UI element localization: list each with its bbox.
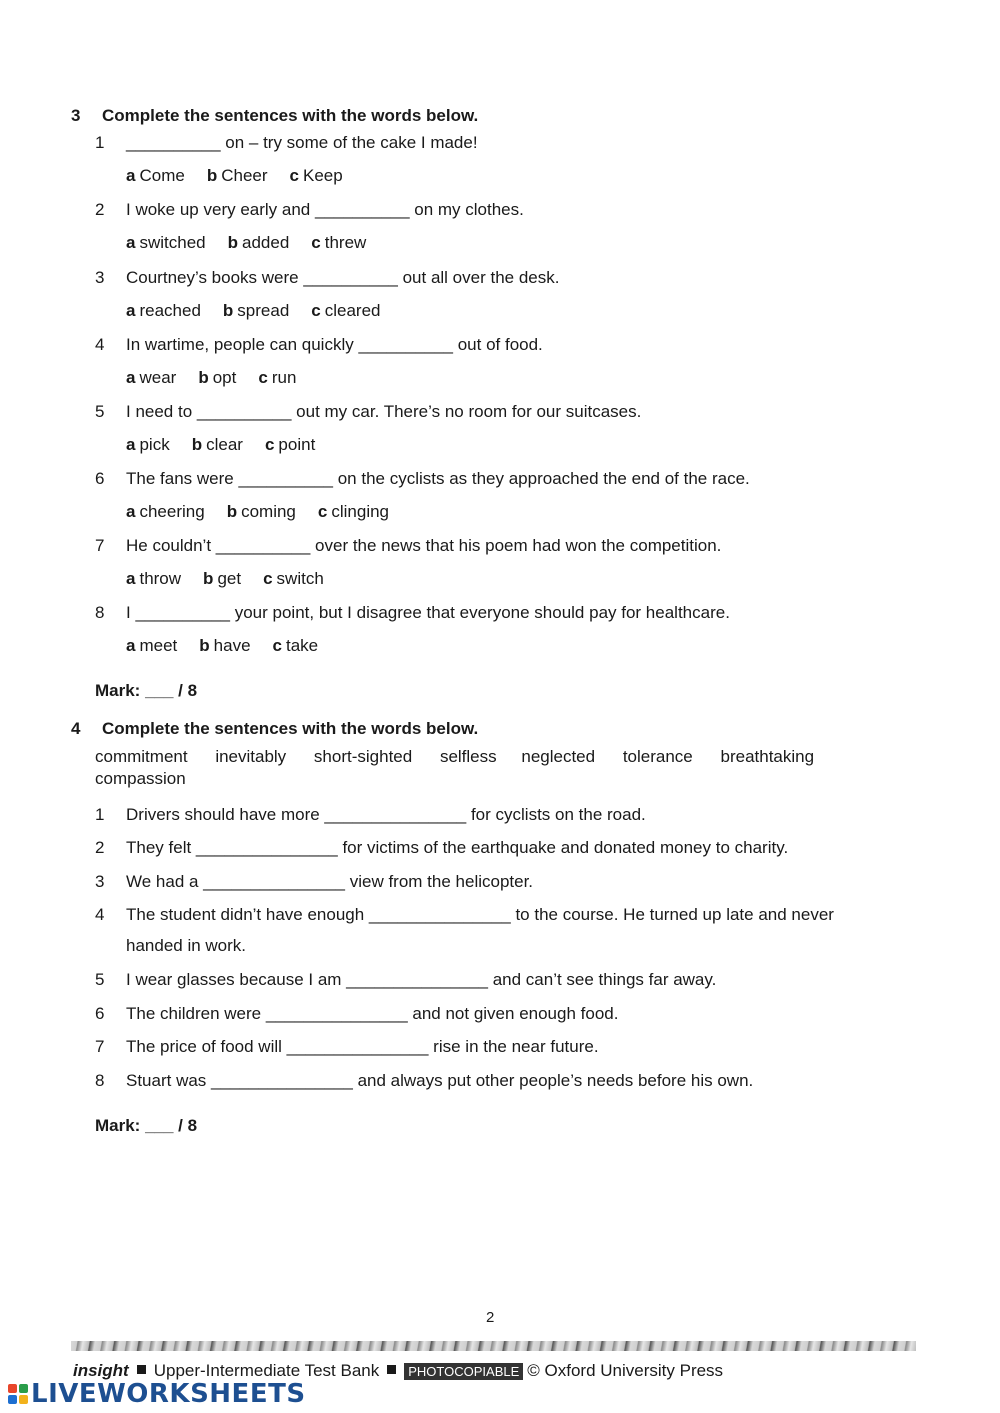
answer-options [126, 301, 403, 321]
option-letter: b [203, 569, 214, 588]
answer-option[interactable] [126, 233, 206, 253]
question-number: 5 [95, 402, 105, 421]
option-word: cheering [139, 502, 205, 521]
answer-option[interactable] [311, 301, 380, 321]
question-text: The children were _______________ and not given enough food. [126, 1004, 619, 1023]
option-letter: b [199, 636, 210, 655]
answer-option[interactable] [192, 435, 243, 455]
question-number: 3 [95, 268, 105, 287]
liveworksheets-logo-icon [8, 1384, 28, 1404]
option-word: clear [206, 435, 243, 454]
question-text: __________ on – try some of the cake I made! [126, 133, 478, 152]
option-letter: c [311, 301, 321, 320]
section-3-heading: 3 Complete the sentences with the words below. [71, 106, 479, 125]
word-bank-item: short-sighted [313, 747, 413, 766]
answer-options [126, 368, 318, 388]
question-number: 6 [95, 1004, 105, 1023]
question-number: 1 [95, 133, 105, 152]
word-bank-line-2: compassion [95, 769, 186, 788]
option-letter: c [311, 233, 321, 252]
footer-publisher: © Oxford University Press [527, 1361, 724, 1380]
question-text: I __________ your point, but I disagree that everyone should pay for healthcare. [126, 603, 730, 622]
answer-option[interactable] [207, 166, 268, 186]
answer-options [126, 166, 365, 186]
answer-option[interactable] [199, 636, 250, 656]
answer-option[interactable] [198, 368, 236, 388]
option-word: switch [276, 569, 324, 588]
question-text: They felt _______________ for victims of the earthquake and donated money to charity. [126, 838, 789, 857]
section-4-heading: 4 Complete the sentences with the words below. [71, 719, 479, 738]
question-text: I woke up very early and __________ on my clothes. [126, 200, 524, 219]
option-letter: a [126, 301, 136, 320]
option-letter: c [258, 368, 268, 387]
option-letter: a [126, 166, 136, 185]
question-text: The fans were __________ on the cyclists as they approached the end of the race. [126, 469, 750, 488]
option-word: meet [139, 636, 178, 655]
question-text: I wear glasses because I am _______________ and can’t see things far away. [126, 970, 717, 989]
answer-option[interactable] [258, 368, 296, 388]
question-number: 2 [95, 200, 105, 219]
option-word: opt [212, 368, 237, 387]
answer-option[interactable] [126, 368, 176, 388]
question-text-continued: handed in work. [126, 936, 247, 955]
answer-option[interactable] [318, 502, 389, 522]
option-word: Come [139, 166, 185, 185]
answer-option[interactable] [290, 166, 343, 186]
option-letter: c [317, 502, 328, 521]
option-letter: b [206, 166, 218, 185]
option-letter: b [191, 435, 203, 454]
question-number: 3 [95, 872, 105, 891]
option-letter: a [126, 435, 136, 454]
word-bank-item: commitment [95, 747, 188, 766]
option-word: coming [241, 502, 296, 521]
option-word: get [217, 569, 242, 588]
answer-option[interactable] [273, 636, 319, 656]
option-letter: a [126, 569, 136, 588]
footer-brand: insight [73, 1361, 129, 1380]
section-3-mark: Mark: ___ / 8 [95, 681, 198, 700]
question-text: The student didn’t have enough _______________ to the course. He turned up late and never [126, 905, 834, 924]
option-letter: b [222, 301, 234, 320]
option-letter: b [226, 502, 238, 521]
option-letter: c [289, 166, 299, 185]
word-bank-item: neglected [521, 747, 596, 766]
answer-option[interactable] [311, 233, 366, 253]
page-number: 2 [486, 1309, 495, 1326]
question-number: 6 [95, 469, 105, 488]
option-letter: b [198, 368, 209, 387]
answer-option[interactable] [126, 435, 170, 455]
answer-option[interactable] [126, 636, 177, 656]
word-bank-item: breathtaking [720, 747, 815, 766]
option-letter: c [272, 636, 282, 655]
option-letter: c [264, 435, 275, 454]
question-text: The price of food will _______________ rise in the near future. [126, 1037, 599, 1056]
question-text: In wartime, people can quickly __________ out of food. [126, 335, 543, 354]
answer-options [126, 502, 411, 522]
footer-series: Upper-Intermediate Test Bank [153, 1361, 380, 1380]
question-text: Drivers should have more _______________ for cyclists on the road. [126, 805, 646, 824]
answer-option[interactable] [126, 569, 181, 589]
question-number: 7 [95, 1037, 105, 1056]
answer-option[interactable] [265, 435, 315, 455]
word-bank-item: tolerance [622, 747, 693, 766]
option-word: Keep [303, 166, 343, 185]
word-bank-item: selfless [439, 747, 497, 766]
answer-options [126, 233, 388, 253]
option-letter: a [126, 233, 136, 252]
question-text: Stuart was _______________ and always put other people’s needs before his own. [126, 1071, 754, 1090]
question-number: 4 [95, 335, 105, 354]
option-word: spread [237, 301, 290, 320]
question-number: 5 [95, 970, 105, 989]
question-number: 8 [95, 603, 105, 622]
option-letter: c [263, 569, 273, 588]
option-letter: a [126, 636, 136, 655]
option-word: switched [139, 233, 206, 252]
word-bank-item: inevitably [215, 747, 287, 766]
answer-option[interactable] [126, 502, 205, 522]
question-text: He couldn’t __________ over the news that his poem had won the competition. [126, 536, 722, 555]
option-word: cleared [324, 301, 381, 320]
option-letter: a [126, 368, 136, 387]
answer-option[interactable] [126, 166, 185, 186]
question-number: 1 [95, 805, 105, 824]
word-bank [95, 747, 837, 767]
photocopiable-label: PHOTOCOPIABLE [404, 1363, 523, 1380]
option-word: have [213, 636, 251, 655]
option-word: clinging [331, 502, 390, 521]
square-bullet-icon [137, 1365, 146, 1374]
option-word: take [286, 636, 319, 655]
option-word: point [278, 435, 316, 454]
section-4-mark: Mark: ___ / 8 [95, 1116, 198, 1135]
question-text: I need to __________ out my car. There’s no room for our suitcases. [126, 402, 642, 421]
footer-credit [73, 1361, 723, 1381]
answer-option[interactable] [228, 233, 290, 253]
option-letter: b [227, 233, 238, 252]
option-letter: a [126, 502, 136, 521]
answer-option[interactable] [223, 301, 289, 321]
question-text: We had a _______________ view from the helicopter. [126, 872, 534, 891]
answer-options [126, 435, 337, 455]
square-bullet-icon [387, 1365, 396, 1374]
question-number: 4 [95, 905, 105, 924]
question-number: 2 [95, 838, 105, 857]
question-number: 8 [95, 1071, 105, 1090]
option-word: pick [139, 435, 170, 454]
option-word: reached [139, 301, 201, 320]
option-word: wear [139, 368, 177, 387]
option-word: Cheer [221, 166, 268, 185]
answer-option[interactable] [263, 569, 324, 589]
liveworksheets-text: LIVEWORKSHEETS [31, 1379, 306, 1409]
answer-option[interactable] [203, 569, 241, 589]
answer-options [126, 569, 346, 589]
answer-option[interactable] [126, 301, 201, 321]
question-number: 7 [95, 536, 105, 555]
answer-option[interactable] [227, 502, 296, 522]
footer-image-strip [71, 1341, 916, 1351]
option-word: threw [324, 233, 367, 252]
option-word: run [271, 368, 297, 387]
answer-options [126, 636, 340, 656]
option-word: added [242, 233, 290, 252]
question-text: Courtney’s books were __________ out all over the desk. [126, 268, 560, 287]
liveworksheets-watermark[interactable] [8, 1381, 306, 1407]
option-word: throw [139, 569, 182, 588]
